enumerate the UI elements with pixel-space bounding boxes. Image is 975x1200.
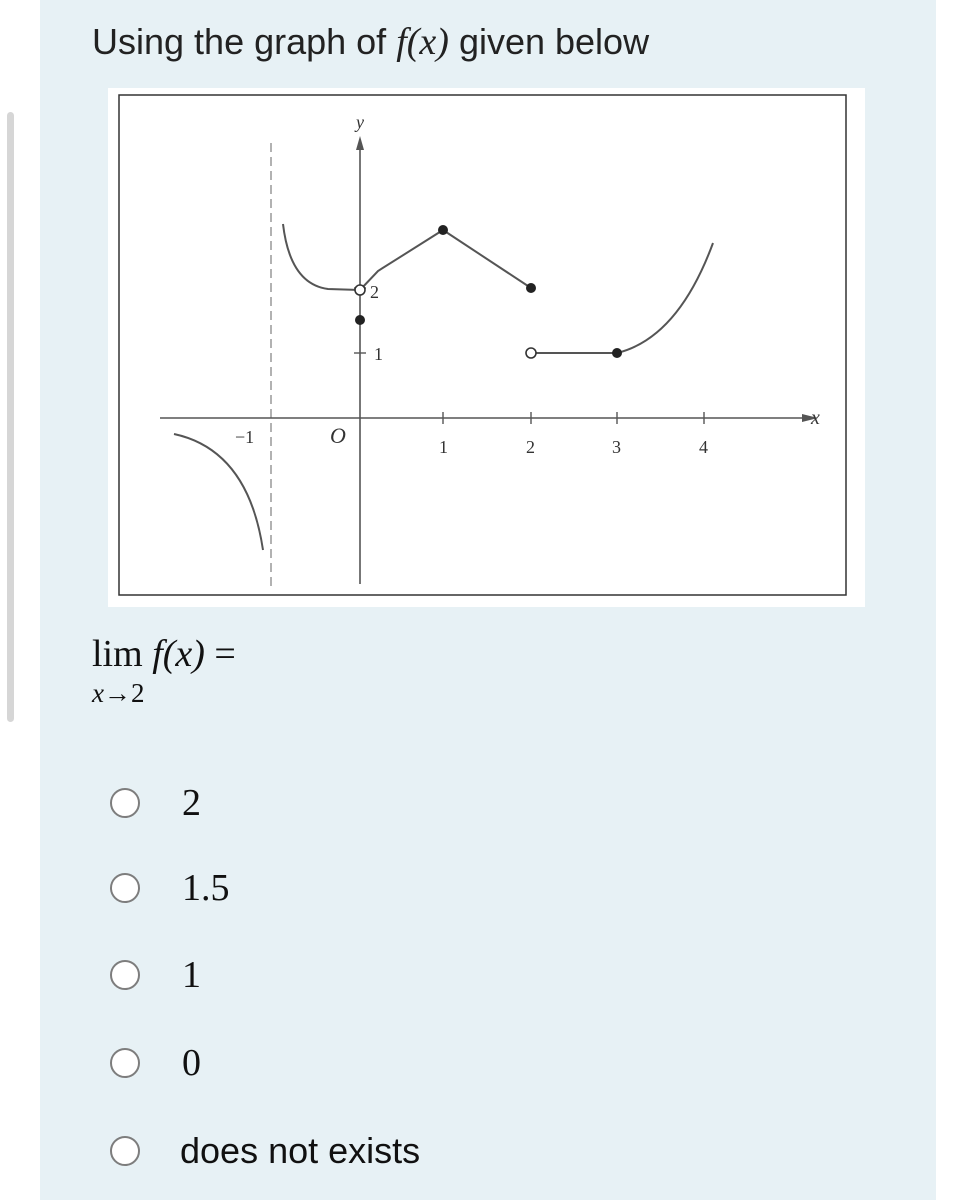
limit-expression (92, 632, 236, 708)
x-tick-label-4: 4 (699, 437, 708, 457)
title-suffix: given below (448, 21, 650, 62)
option-1-5[interactable] (110, 866, 230, 910)
y-tick-label-1: 1 (374, 344, 383, 364)
title-prefix: Using the graph of (92, 21, 397, 62)
radio-button[interactable] (110, 960, 140, 990)
limit-function: f(x) (152, 633, 205, 675)
open-point-0-2 (355, 285, 365, 295)
y-tick-label-2: 2 (370, 282, 379, 302)
x-tick-label-2: 2 (526, 437, 535, 457)
option-label: 1 (182, 954, 201, 996)
title-function: f(x) (396, 21, 449, 63)
option-label: 2 (182, 782, 201, 824)
x-tick-label-3: 3 (612, 437, 621, 457)
graph-border (119, 95, 846, 595)
radio-button[interactable] (110, 873, 140, 903)
scrollbar[interactable] (7, 112, 14, 722)
radio-button[interactable] (110, 1048, 140, 1078)
radio-button[interactable] (110, 788, 140, 818)
option-1[interactable] (110, 953, 201, 997)
graph-svg (108, 88, 865, 607)
option-label: does not exists (180, 1130, 421, 1171)
limit-sub-arrow: →2 (103, 678, 145, 708)
limit-main-line (92, 632, 236, 676)
option-0[interactable] (110, 1041, 201, 1085)
filled-point-1-peak (438, 225, 448, 235)
function-graph (108, 88, 865, 607)
limit-subscript (92, 678, 144, 709)
x-tick-label-neg1: −1 (235, 427, 255, 447)
question-title (92, 20, 649, 64)
limit-equals: = (204, 633, 236, 675)
origin-label: O (330, 423, 346, 448)
option-does-not-exist[interactable] (110, 1129, 420, 1173)
filled-point-0-1.5 (355, 315, 365, 325)
limit-sub-var: x (92, 678, 104, 708)
filled-point-2-2 (526, 283, 536, 293)
option-label: 0 (182, 1042, 201, 1084)
x-axis-label: x (811, 407, 820, 429)
radio-button[interactable] (110, 1136, 140, 1166)
limit-prefix: lim (92, 633, 153, 675)
y-axis-label: y (356, 112, 364, 132)
open-point-2-1 (526, 348, 536, 358)
x-tick-label-1: 1 (439, 437, 448, 457)
option-label: 1.5 (182, 867, 230, 909)
option-2[interactable] (110, 781, 201, 825)
filled-point-3-1 (612, 348, 622, 358)
